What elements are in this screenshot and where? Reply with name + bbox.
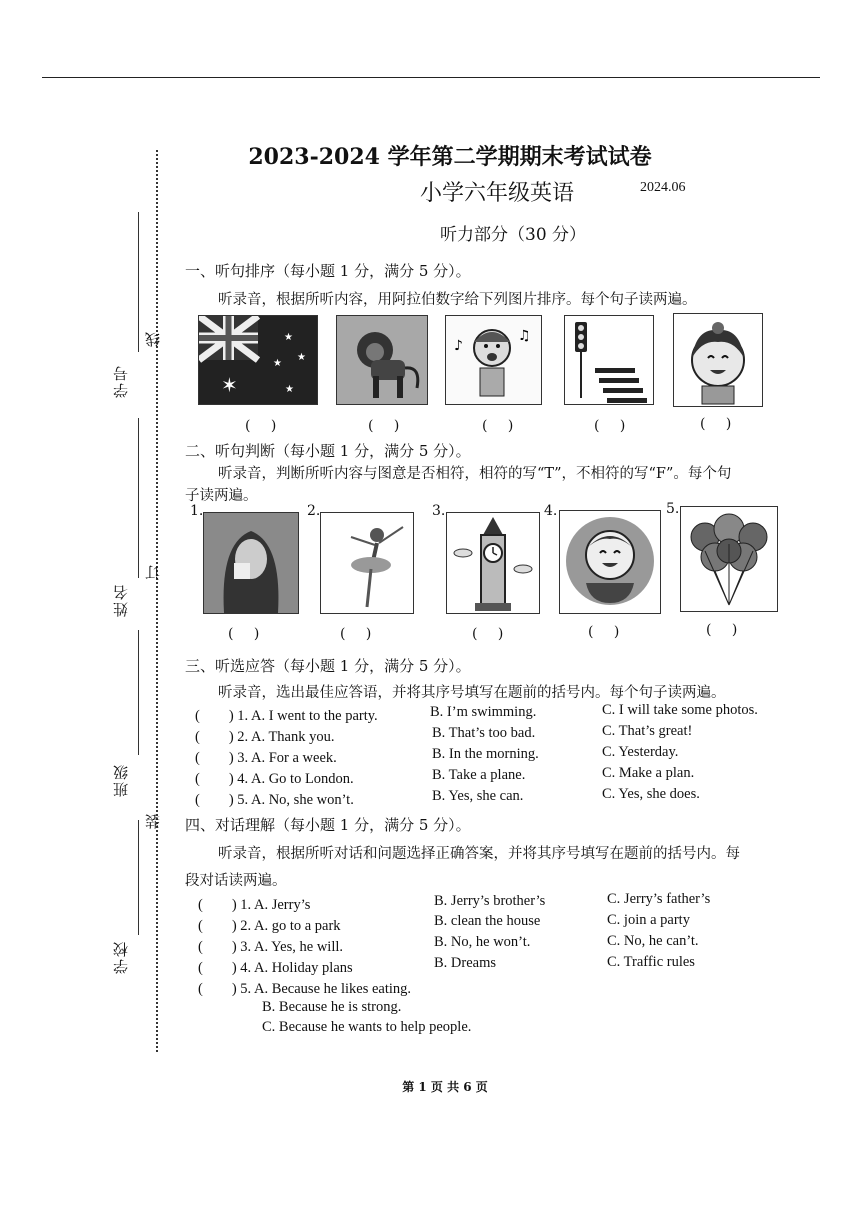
svg-text:★: ★ <box>273 358 282 369</box>
ballet-dancer-picture <box>320 512 414 614</box>
sec3-q2-c: C. That’s great! <box>602 723 693 739</box>
sec4-q2-b: B. clean the house <box>434 913 541 929</box>
sec4-q5-b: B. Because he is strong. <box>262 999 402 1015</box>
sec4-q3-c: C. No, he can’t. <box>607 933 699 949</box>
svg-text:★: ★ <box>297 352 306 363</box>
sec4-q5[interactable]: ( ) 5. A. Because he likes eating. <box>198 981 412 997</box>
sec4-instruction-2: 段对话读两遍。 <box>185 873 287 889</box>
big-ben-picture <box>446 512 540 614</box>
sec4-q4-b: B. Dreams <box>434 955 497 971</box>
part-title: 听力部分（30 分） <box>440 225 587 245</box>
sec3-q1[interactable]: ( ) 1. A. I went to the party. <box>195 708 378 724</box>
sec3-q2-b: B. That’s too bad. <box>432 725 536 741</box>
sec4-q1-b: B. Jerry’s brother’s <box>434 893 546 909</box>
boy-eating-noodles-picture <box>559 510 661 614</box>
sec3-q4-c: C. Make a plan. <box>602 765 695 781</box>
sidebar-xuexiao: 学校 <box>112 940 130 974</box>
sec4-q3[interactable]: ( ) 3. A. Yes, he will. <box>198 939 344 955</box>
sec4-instruction-1: 听录音，根据所听对话和问题选择正确答案，并将其序号填写在题前的括号内。每 <box>218 846 740 862</box>
sec2-paren-1[interactable]: ( ) <box>228 626 268 642</box>
sidebar-zhuang: 装 <box>144 812 162 829</box>
crying-woman-picture <box>203 512 299 614</box>
sec3-q4[interactable]: ( ) 4. A. Go to London. <box>195 771 354 787</box>
sec1-paren-5[interactable]: ( ) <box>700 416 740 432</box>
sec1-heading: 一、听句排序（每小题 1 分，满分 5 分）。 <box>185 262 471 280</box>
sec3-q2[interactable]: ( ) 2. A. Thank you. <box>195 729 335 745</box>
sec2-heading: 二、听句判断（每小题 1 分，满分 5 分）。 <box>185 442 471 460</box>
sec4-heading: 四、对话理解（每小题 1 分，满分 5 分）。 <box>185 816 471 834</box>
sec3-instruction: 听录音，选出最佳应答语，并将其序号填写在题前的括号内。每个句子读两遍。 <box>218 685 726 701</box>
sec3-q3[interactable]: ( ) 3. A. For a week. <box>195 750 337 766</box>
page-footer: 第 1 页 共 6 页 <box>402 1080 488 1094</box>
sec4-q1[interactable]: ( ) 1. A. Jerry’s <box>198 897 311 913</box>
sec2-num-3: 3. <box>432 503 446 519</box>
sec4-q5-c: C. Because he wants to help people. <box>262 1019 472 1035</box>
sec3-q1-b: B. I’m swimming. <box>430 704 537 720</box>
sidebar-ding: 订 <box>144 563 162 580</box>
sidebar-xuehao-line <box>138 212 139 352</box>
girl-laughing-picture <box>673 313 763 407</box>
lion-picture <box>336 315 428 405</box>
sec4-q2[interactable]: ( ) 2. A. go to a park <box>198 918 341 934</box>
sec2-paren-2[interactable]: ( ) <box>340 626 380 642</box>
traffic-light-picture <box>564 315 654 405</box>
svg-text:✶: ✶ <box>221 373 238 397</box>
sec3-q5-c: C. Yes, she does. <box>602 786 700 802</box>
sidebar-xian: 线 <box>144 330 162 347</box>
sec1-paren-2[interactable]: ( ) <box>368 418 408 434</box>
sec2-paren-4[interactable]: ( ) <box>588 624 628 640</box>
svg-text:★: ★ <box>284 332 293 343</box>
sec3-q3-b: B. In the morning. <box>432 746 539 762</box>
sidebar-xuehao: 学号 <box>112 364 130 398</box>
svg-text:★: ★ <box>285 384 294 395</box>
sec2-num-2: 2. <box>307 503 321 519</box>
sec2-paren-5[interactable]: ( ) <box>706 622 746 638</box>
sec4-q2-c: C. join a party <box>607 912 690 928</box>
sec4-q4[interactable]: ( ) 4. A. Holiday plans <box>198 960 353 976</box>
sec3-q5-b: B. Yes, she can. <box>432 788 524 804</box>
exam-title: 2023-2024 学年第二学期期末考试试卷 <box>248 144 652 170</box>
balloons-picture <box>680 506 778 612</box>
sec1-paren-4[interactable]: ( ) <box>594 418 634 434</box>
sec4-q4-c: C. Traffic rules <box>607 954 695 970</box>
exam-subtitle: 小学六年级英语 <box>420 181 575 206</box>
sec3-q3-c: C. Yesterday. <box>602 744 679 760</box>
sec3-q4-b: B. Take a plane. <box>432 767 526 783</box>
boy-singing-picture <box>445 315 542 405</box>
sec1-paren-1[interactable]: ( ) <box>245 418 285 434</box>
top-rule <box>42 77 820 78</box>
australia-flag-picture <box>198 315 318 405</box>
sidebar-banji-line <box>138 630 139 755</box>
sec3-q1-c: C. I will take some photos. <box>602 702 758 718</box>
sec1-instruction: 听录音，根据所听内容，用阿拉伯数字给下列图片排序。每个句子读两遍。 <box>218 292 697 308</box>
exam-date: 2024.06 <box>640 180 686 195</box>
sec2-instruction-1: 听录音，判断所听内容与图意是否相符，相符的写“T”，不相符的写“F”。每个句 <box>218 466 732 482</box>
sidebar-xingming: 姓名 <box>112 583 130 617</box>
binding-dotted-line <box>156 150 158 1052</box>
sec2-paren-3[interactable]: ( ) <box>472 626 512 642</box>
sidebar-xingming-line <box>138 418 139 578</box>
sec3-heading: 三、听选应答（每小题 1 分，满分 5 分）。 <box>185 657 471 675</box>
svg-text:♪: ♪ <box>454 338 463 354</box>
sec4-q1-c: C. Jerry’s father’s <box>607 891 711 907</box>
svg-text:♫: ♫ <box>518 328 531 344</box>
sidebar-xuexiao-line <box>138 820 139 935</box>
sec3-q5[interactable]: ( ) 5. A. No, she won’t. <box>195 792 354 808</box>
sec2-num-1: 1. <box>190 503 204 519</box>
sec1-paren-3[interactable]: ( ) <box>482 418 522 434</box>
sec2-num-5: 5. <box>666 501 680 517</box>
sec4-q3-b: B. No, he won’t. <box>434 934 531 950</box>
sec2-num-4: 4. <box>544 503 558 519</box>
sidebar-banji: 班级 <box>112 763 130 797</box>
sec2-instruction-2: 子读两遍。 <box>185 488 258 504</box>
